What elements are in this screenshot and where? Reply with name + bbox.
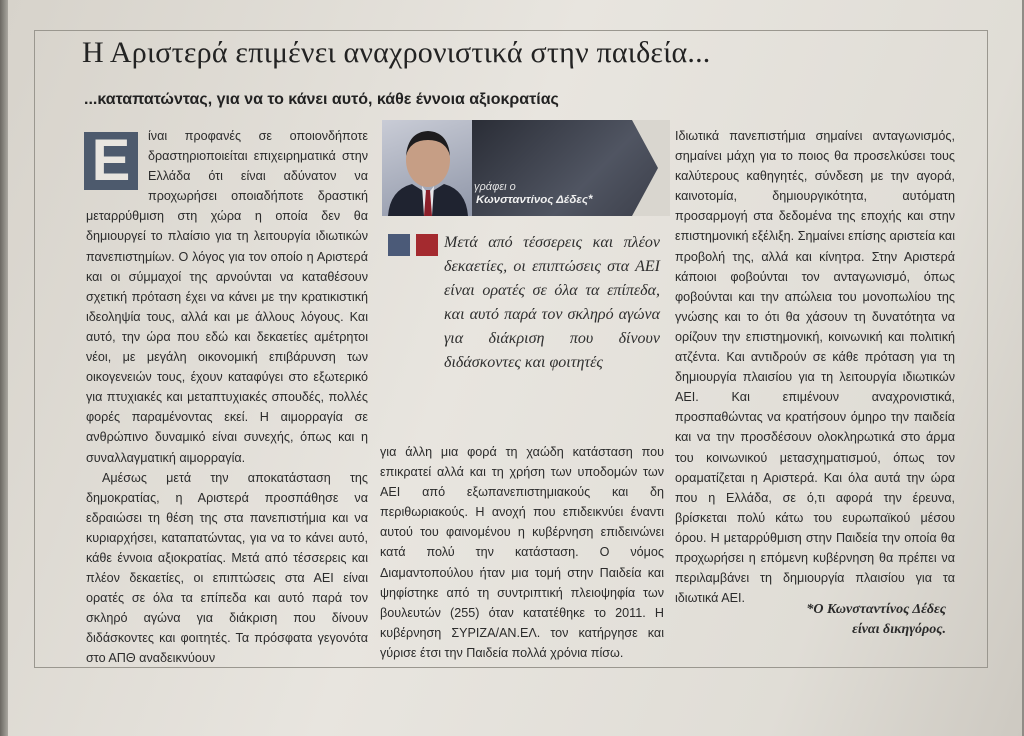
magazine-spine — [0, 0, 8, 736]
paragraph: Ιδιωτικά πανεπιστήμια σημαίνει ανταγωνισμός, σημαίνει μάχη για το ποιος θα προσελκύσει τους καλύτερους καθηγητές, σύνδεση με την αγορά, καινοτομία, δημιουργικότητα, αυτόματη προσαρμογή στα δεδομένα της εποχής και στην επιστημονική εξέλιξη. Σημαίνει επίσης αριστεία και προβολή της, αλλά και κίνητρα. Στην Αριστερά κάποιοι φοβούνται τον ανταγωνισμό, όπως φοβούνται και την απώλεια του μονοπωλίου της γνώσης και το ότι θα χάσουν τη δυνατότητα να ορίζουν την επιστημονική, κοινωνική και πολιτική ατζέντα. Και αντιδρούν σε κάθε πρόταση για τη δημιουργία πλαισίου για τη λειτουργία ιδιωτικών ΑΕΙ. Και επιμένουν αναχρονιστικά, προσπαθώντας να κρατήσουν όμηρο την παιδεία και να την προσδέσουν ολοκληρωτικά στο άρμα του κοινωνικού μετασχηματισμού, όπως τον οραματίζεται η Αριστερά. Και όλα αυτά την ώρα που η Ελλάδα, σε ό,τι αφορά την έρευνα, βρίσκεται πολύ κάτω του ευρωπαϊκού μέσου όρου. Η μεταρρύθμιση στην Παιδεία την οποία θα προχωρήσει η επόμενη κυβέρνηση θα πρέπει να περιλαμβάνει τη δημιουργία πλαισίου για τα ιδιωτικά ΑΕΙ. — [675, 129, 955, 606]
byline-prefix: γράφει ο — [474, 181, 516, 193]
article-headline: Η Αριστερά επιμένει αναχρονιστικά στην παιδεία... — [82, 36, 711, 69]
article-subheadline: ...καταπατώντας, για να το κάνει αυτό, κάθε έννοια αξιοκρατίας — [84, 91, 559, 108]
paragraph: Αμέσως μετά την αποκατάσταση της δημοκρατίας, η Αριστερά προσπάθησε να εδραιώσει τη θέση της στα πανεπιστήμια και να κυριαρχήσει, καταπατώντας, για να το κάνει αυτό, κάθε έννοια αξιοκρατίας. Μετά από τέσσερεις και πλέον δεκαετίες, οι επιπτώσεις στα ΑΕΙ είναι ορατές σε όλα τα επίπεδα και αυτό παρά τον σκληρό αγώνα για διάκριση που δίνουν διδάσκοντες και φοιτητές. Τα πρόσφατα γεγονότα στο ΑΠΘ αναδεικνύουν — [86, 470, 368, 666]
pull-quote: Μετά από τέσσερεις και πλέον δεκαετίες, οι επιπτώσεις στα ΑΕΙ είναι ορατές σε όλα τα επίπεδα, και αυτό παρά τον σκληρό αγώνα για διάκριση που δίνουν διδάσκοντες και φοιτητές — [444, 234, 660, 371]
banner-chevron — [632, 120, 670, 216]
footnote-line: *Ο Κωνσταντίνος Δέδες — [806, 602, 946, 617]
article-column-1 — [86, 126, 368, 669]
pullquote-square-red — [416, 234, 438, 256]
author-portrait-image — [382, 120, 482, 216]
article-column-2 — [380, 442, 664, 663]
article-column-3 — [675, 126, 955, 608]
pullquote-square-blue — [388, 234, 410, 256]
byline-author: Κωνσταντίνος Δέδες* — [476, 194, 593, 206]
paragraph-text: ίναι προφανές σε οποιονδήποτε δραστηριοποιείται επιχειρηματικά στην Ελλάδα ότι είναι αδύνατον να προχωρήσει οποιαδήποτε δραστική μεταρρύθμιση στη χώρα η οποία δεν θα δημιουργεί το πλαίσιο για τη λειτουργία ιδιωτικών πανεπιστημίων. Ο λόγος για τον οποίο η Αριστερά και οι σύμμαχοί της αρνούνται να καταθέσουν σχετική πρόταση έχει να κάνει με την κρατικιστική ιδεοληψία τους, αλλά και με άλλους λόγους. Και αυτό, την ώρα που εδώ και δεκαετίες αμέτρητοι νέοι, με μεγάλη οικονομική επιβάρυνση των οικογενειών τους, έχουν καταφύγει στο εξωτερικό για πτυχιακές και μεταπτυχιακές σπουδές, πολλές φορές παραμένοντας εκεί. Η αιμορραγία σε ανθρώπινο δυναμικό είναι συνεχής, όπως και η συναλλαγματική αιμορραγία. — [86, 129, 368, 465]
magazine-page — [8, 0, 1022, 736]
drop-cap: Ε — [84, 132, 138, 190]
author-footnote — [806, 600, 946, 640]
footnote-line: είναι δικηγόρος. — [852, 622, 946, 637]
paragraph: για άλλη μια φορά τη χαώδη κατάσταση που επικρατεί αλλά και τη χρήση των υποδομών των ΑΕΙ από εξωπανεπιστημιακούς και δη περιθωριακούς. Η ανοχή που επιδεικνύει έναντι αυτού του φαινομένου η κυβέρνηση επιδεινώνει κατά πολύ την κατάσταση. Ο νόμος Διαμαντοπούλου ήταν μια τομή στην Παιδεία και ψηφίστηκε από τη συντριπτική πλειοψηφία των βουλευτών (255) όταν κατατέθηκε το 2011. Η κυβέρνηση ΣΥΡΙΖΑ/ΑΝ.ΕΛ. τον κατήργησε και γύρισε έτσι την Παιδεία πολλά χρόνια πίσω. — [380, 445, 664, 660]
paragraph — [86, 126, 368, 468]
